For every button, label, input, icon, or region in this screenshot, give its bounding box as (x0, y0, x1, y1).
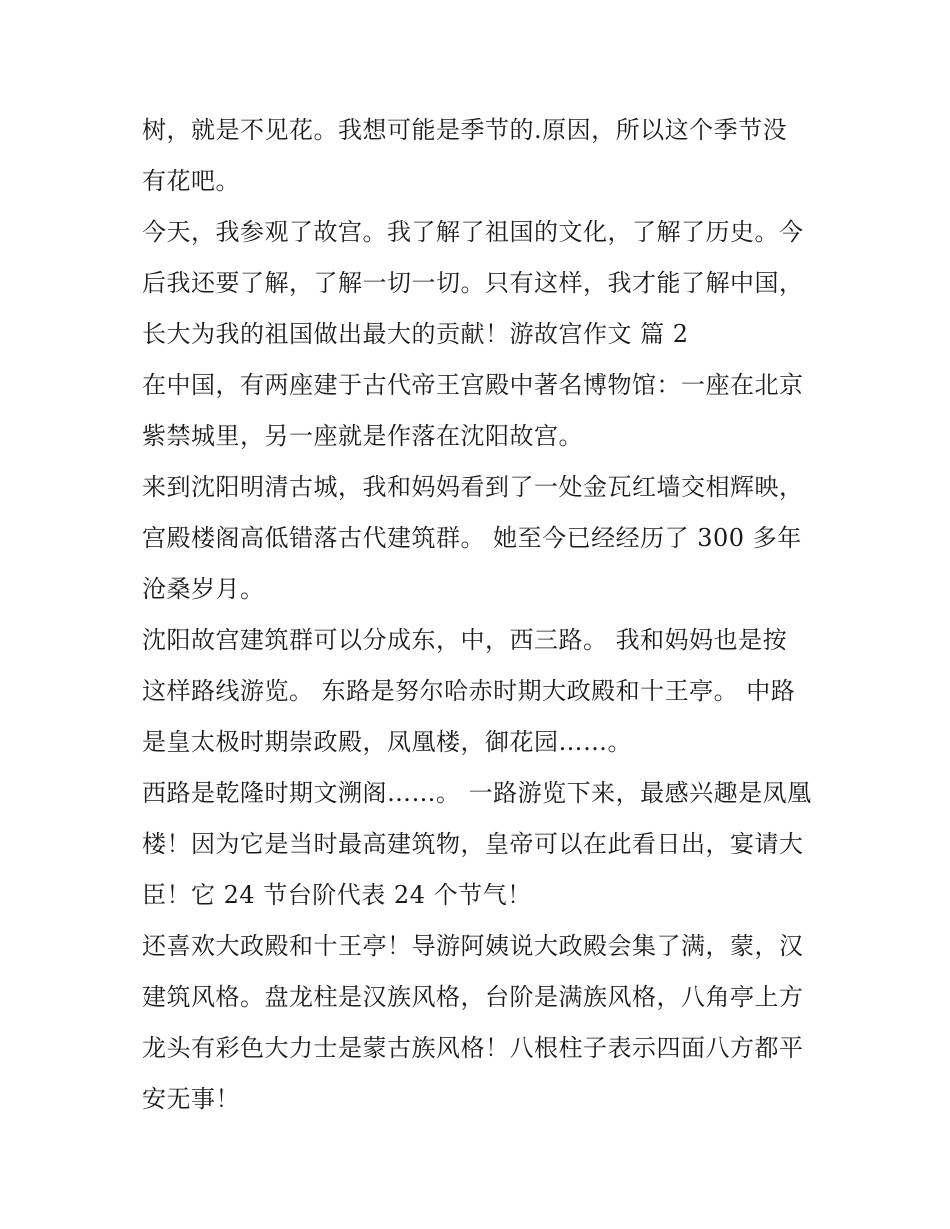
text-line: 树，就是不见花。我想可能是季节的.原因，所以这个季节没 (142, 116, 788, 144)
text-line: 后我还要了解，了解一切一切。只有这样，我才能了解中国， (142, 269, 804, 297)
text-line: 臣！它 24 节台阶代表 24 个节气！ (142, 881, 532, 909)
document-body (142, 105, 822, 1125)
text-line: 安无事！ (142, 1085, 240, 1113)
text-line: 在中国，有两座建于古代帝王宫殿中著名博物馆：一座在北京 (142, 371, 804, 399)
text-line: 是皇太极时期崇政殿，凤凰楼，御花园……。 (142, 728, 632, 756)
text-line: 还喜欢大政殿和十王亭！导游阿姨说大政殿会集了满，蒙，汉 (142, 932, 804, 960)
text-line: 有花吧。 (142, 167, 240, 195)
text-line: 龙头有彩色大力士是蒙古族风格！八根柱子表示四面八方都平 (142, 1034, 804, 1062)
text-line: 建筑风格。盘龙柱是汉族风格，台阶是满族风格，八角亭上方 (142, 983, 804, 1011)
text-line: 沈阳故宫建筑群可以分成东，中，西三路。 我和妈妈也是按 (142, 626, 788, 654)
text-line: 这样路线游览。 东路是努尔哈赤时期大政殿和十王亭。 中路 (142, 677, 796, 705)
text-line: 楼！因为它是当时最高建筑物，皇帝可以在此看日出，宴请大 (142, 830, 804, 858)
text-line: 今天，我参观了故宫。我了解了祖国的文化，了解了历史。今 (142, 218, 804, 246)
text-line: 西路是乾隆时期文溯阁……。 一路游览下来，最感兴趣是凤凰 (142, 779, 812, 807)
text-line: 宫殿楼阁高低错落古代建筑群。 她至今已经经历了 300 多年 (142, 524, 802, 552)
text-line: 来到沈阳明清古城，我和妈妈看到了一处金瓦红墙交相辉映， (142, 473, 804, 501)
text-line: 长大为我的祖国做出最大的贡献！游故宫作文 篇 2 (142, 320, 689, 348)
text-line: 紫禁城里，另一座就是作落在沈阳故宫。 (142, 422, 583, 450)
text-line: 沧桑岁月。 (142, 575, 265, 603)
